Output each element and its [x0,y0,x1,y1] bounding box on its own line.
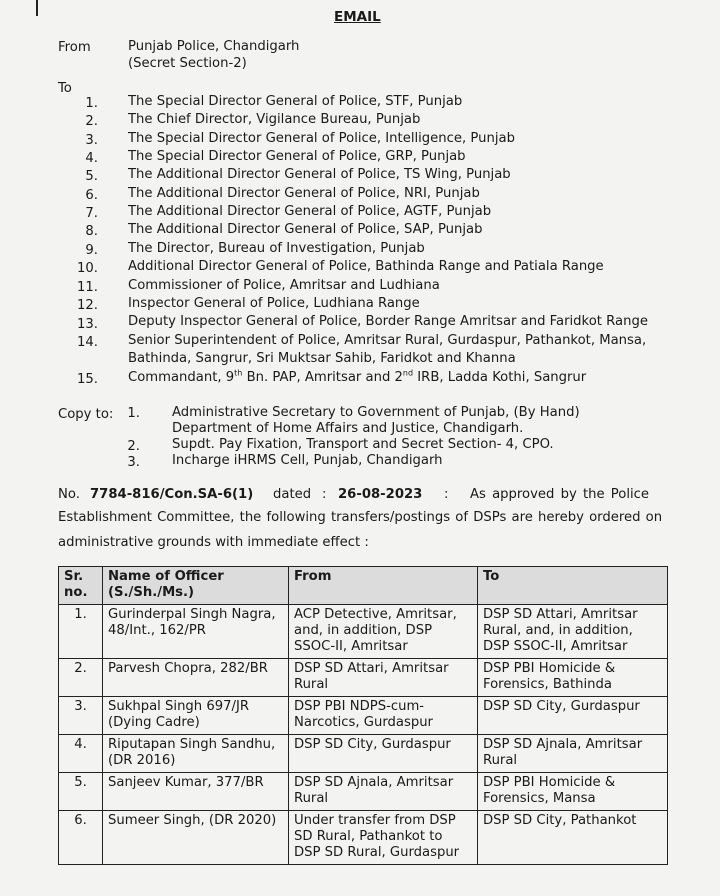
cell-from [289,811,478,865]
recipient-item: The Additional Director General of Police, SAP, Punjab [128,222,483,237]
order-dated-label: dated [273,487,312,502]
recipient-text: Bn. PAP, Amritsar and 2 [242,370,403,385]
cell-sr: 4. [59,735,103,773]
cell-line: DSP SD Ajnala, Amritsar [483,737,643,752]
cell-line: (Dying Cadre) [108,715,200,730]
recipient-item: The Special Director General of Police, Intelligence, Punjab [128,131,515,146]
cell-line: ACP Detective, Amritsar, [294,607,457,622]
document-title: EMAIL [334,9,381,25]
recipient-item: The Additional Director General of Police, NRI, Punjab [128,186,480,201]
cell-line: Rural, and, in addition, [483,623,633,638]
recipient-number: 9. [85,243,98,258]
order-colon: : [322,487,327,502]
header-name [103,567,289,605]
header-text: From [294,569,332,584]
cell-name [103,659,289,697]
cell-line: Rural [483,753,518,768]
cell-sr: 3. [59,697,103,735]
recipient-number: 12. [77,298,98,313]
cell-line: (DR 2016) [108,753,176,768]
table-row [59,735,668,773]
cell-line: Sanjeev Kumar, 377/BR [108,775,264,790]
margin-mark [36,0,38,16]
copy-number: 2. [127,439,140,454]
recipient-item: The Special Director General of Police, STF, Punjab [128,94,463,109]
cell-line: Under transfer from DSP [294,813,456,828]
table-row [59,605,668,659]
from-label: From [58,40,91,55]
order-number: 7784-816/Con.SA-6(1) [90,487,254,502]
recipient-item: The Chief Director, Vigilance Bureau, Punjab [128,112,421,127]
cell-line: Rural [294,791,329,806]
cell-name [103,605,289,659]
cell-line: Riputapan Singh Sandhu, [108,737,276,752]
recipient-number: 4. [85,151,98,166]
order-text: As approved by the Police [470,487,650,502]
recipient-number: 1. [85,96,98,111]
recipient-number: 15. [77,372,98,387]
cell-from [289,659,478,697]
cell-line: DSP SD Attari, Amritsar [483,607,638,622]
cell-line: Sukhpal Singh 697/JR [108,699,250,714]
cell-to [478,773,668,811]
recipient-item [128,370,586,385]
cell-line: DSP SD Rural, Gurdaspur [294,845,460,860]
order-date: 26-08-2023 [338,487,423,502]
cell-line: DSP SD City, Pathankot [483,813,637,828]
copy-item: Incharge iHRMS Cell, Punjab, Chandigarh [172,453,443,468]
header-to [478,567,668,605]
recipient-item: The Additional Director General of Police, TS Wing, Punjab [128,167,511,182]
cell-to [478,811,668,865]
cell-line: Rural [294,677,329,692]
cell-sr: 5. [59,773,103,811]
recipient-item: The Director, Bureau of Investigation, Punjab [128,241,425,256]
cell-name [103,773,289,811]
recipient-number: 5. [85,169,98,184]
recipient-number: 11. [77,280,98,295]
from-line-2: (Secret Section-2) [128,56,247,71]
cell-from [289,697,478,735]
order-colon: : [444,487,449,502]
cell-to [478,697,668,735]
cell-line: SD Rural, Pathankot to [294,829,443,844]
cell-line: Forensics, Bathinda [483,677,612,692]
cell-line: DSP SD City, Gurdaspur [483,699,640,714]
cell-line: DSP SSOC-II, Amritsar [483,639,628,654]
recipient-text: Commandant, 9 [128,370,235,385]
recipient-number: 8. [85,224,98,239]
cell-from [289,773,478,811]
cell-line: Parvesh Chopra, 282/BR [108,661,268,676]
header-sr-no [59,567,103,605]
recipient-number: 3. [85,133,98,148]
table-header-row [59,567,668,605]
copy-to-label: Copy to: [58,407,114,422]
cell-line: Forensics, Mansa [483,791,596,806]
order-text: Establishment Committee, the following transfers/postings of DSPs are hereby ordered on [58,510,663,525]
ordinal-suffix: nd [402,368,414,378]
header-text: Name of Officer [108,569,224,584]
recipient-item: Senior Superintendent of Police, Amritsar Rural, Gurdaspur, Pathankot, Mansa, [128,333,647,348]
cell-line: DSP PBI NDPS-cum- [294,699,425,714]
recipient-number: 7. [85,206,98,221]
cell-line: and, in addition, DSP [294,623,433,638]
cell-line: Gurinderpal Singh Nagra, [108,607,276,622]
copy-item-continuation: Department of Home Affairs and Justice, Chandigarh. [172,421,524,436]
header-text: Sr. [64,569,84,584]
copy-number: 3. [127,455,140,470]
cell-sr: 1. [59,605,103,659]
copy-item: Administrative Secretary to Government of Punjab, (By Hand) [172,405,580,420]
header-text: no. [64,585,88,600]
copy-item: Supdt. Pay Fixation, Transport and Secret Section- 4, CPO. [172,437,554,452]
cell-name [103,811,289,865]
cell-line: SSOC-II, Amritsar [294,639,408,654]
header-from [289,567,478,605]
recipient-item: Additional Director General of Police, Bathinda Range and Patiala Range [128,259,604,274]
header-text: To [483,569,500,584]
recipient-item: Commissioner of Police, Amritsar and Ludhiana [128,278,440,293]
header-text: (S./Sh./Ms.) [108,585,195,600]
table-row [59,811,668,865]
cell-line: DSP PBI Homicide & [483,661,616,676]
recipient-number: 14. [77,335,98,350]
order-no-label: No. [58,487,80,502]
recipient-item-continuation: Bathinda, Sangrur, Sri Muktsar Sahib, Faridkot and Khanna [128,351,516,366]
cell-line: DSP PBI Homicide & [483,775,616,790]
recipient-item: The Special Director General of Police, GRP, Punjab [128,149,466,164]
copy-number: 1. [127,406,140,421]
recipient-item: Inspector General of Police, Ludhiana Range [128,296,420,311]
recipient-item: The Additional Director General of Police, AGTF, Punjab [128,204,492,219]
cell-to [478,735,668,773]
recipient-number: 10. [77,261,98,276]
order-text: administrative grounds with immediate effect : [58,535,369,550]
cell-line: Narcotics, Gurdaspur [294,715,433,730]
recipient-number: 6. [85,188,98,203]
transfer-table [58,566,668,865]
cell-name [103,735,289,773]
recipient-number: 2. [85,114,98,129]
to-label: To [58,81,72,96]
cell-line: Sumeer Singh, (DR 2020) [108,813,277,828]
table-row [59,697,668,735]
table-row [59,773,668,811]
cell-to [478,659,668,697]
recipient-number: 13. [77,317,98,332]
from-line-1: Punjab Police, Chandigarh [128,39,300,54]
cell-to [478,605,668,659]
cell-line: DSP SD Attari, Amritsar [294,661,449,676]
cell-sr: 2. [59,659,103,697]
recipient-text: IRB, Ladda Kothi, Sangrur [413,370,587,385]
cell-from [289,605,478,659]
ordinal-suffix: th [234,368,243,378]
cell-from [289,735,478,773]
table-row [59,659,668,697]
cell-line: 48/Int., 162/PR [108,623,206,638]
cell-line: DSP SD City, Gurdaspur [294,737,451,752]
recipient-item: Deputy Inspector General of Police, Border Range Amritsar and Faridkot Range [128,314,648,329]
cell-line: DSP SD Ajnala, Amritsar [294,775,454,790]
cell-name [103,697,289,735]
cell-sr: 6. [59,811,103,865]
